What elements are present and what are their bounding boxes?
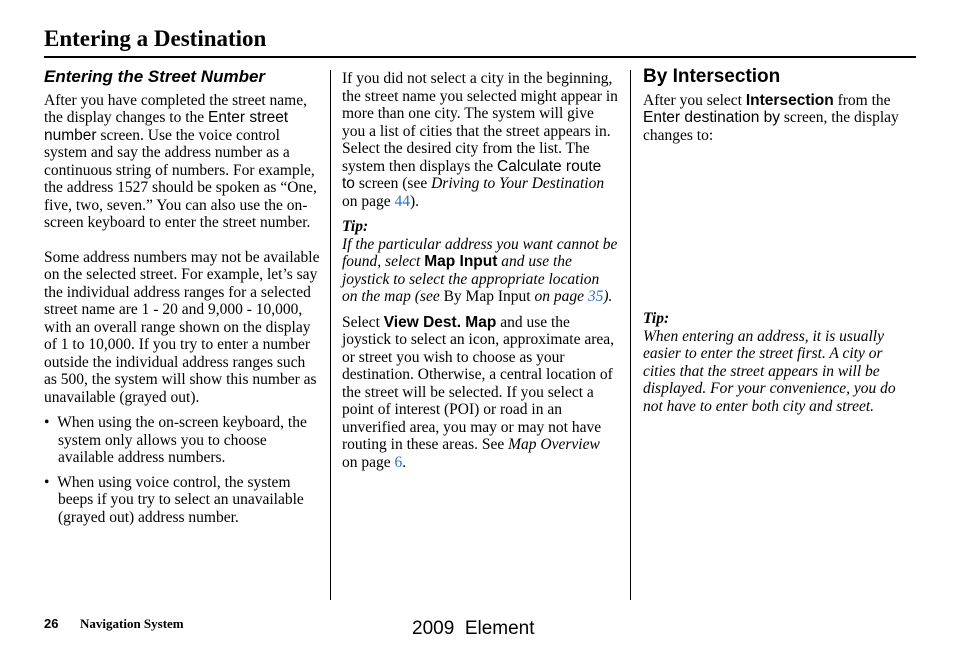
text: on page [342,192,395,210]
text: If the particular address you want cannot be found, select [342,235,618,270]
section-heading-street-number: Entering the Street Number [44,67,266,86]
title-rule [44,56,916,58]
column-middle [342,70,618,488]
tip-text: When entering an address, it is usually easier to enter the street first. A city or cities that the street appears in will be displayed. For your convenience, you do not have to enter both city and street. [643,327,896,415]
paragraph [44,92,320,232]
column-left [44,68,320,533]
page-link[interactable]: 44 [394,192,411,210]
text: screen, the display changes to: [643,109,899,144]
text: on page [342,453,395,471]
paragraph [342,70,618,210]
paragraph: Some address numbers may not be available on the selected street. For example, let’s say the individual address ranges for a selected street name are 1 - 20 and 9,000 - 10,000, with an overall range shown on the display of 1 to 10,000. If you try to enter a number outside the individual address ranges such as 500, the system will show this number as unavailable (grayed out). [44,248,320,406]
text: ). [410,192,420,210]
page-link[interactable]: 35 [587,288,604,305]
text: and use the joystick to select an icon, approximate area, or street you wish to choose as your destination. Otherwise, a central location of the street will be selected. If you select a point of interest (POI) or road in an unverified area, you may or may not have routing in these areas. See [342,313,615,453]
ui-term: Map Input [424,253,498,270]
paragraph [342,314,618,472]
page-title: Entering a Destination [44,26,267,51]
text: on page [530,288,588,305]
tip-label: Tip: [643,310,670,327]
paragraph [643,92,919,145]
column-divider [330,70,331,600]
text: screen. Use the voice control system and say the address number as a continuous string of numbers. For example, the address 1527 should be spoken as “One, five, two, seven.” You can also use the on-screen keyboard to enter the street number. [44,126,317,231]
ui-term: Calculate route to [342,157,602,192]
list-item: • When using voice control, the system beeps if you try to select an unavailable (grayed out) address number. [44,473,304,526]
watermark: 2009 Element [412,618,535,639]
text: . [402,453,407,471]
page-link[interactable]: 6 [394,453,403,471]
page-number: 26 [44,616,59,631]
footer-title: Navigation System [80,616,184,631]
column-right [643,68,919,432]
text: and use the joystick to select the appropriate location on the map (see [342,253,600,305]
column-divider [630,70,631,600]
text: Select [342,313,384,331]
cross-reference: Driving to Your Destination [431,175,605,192]
text: from the [833,91,891,109]
text: ). [603,288,613,305]
section-heading-intersection: By Intersection [643,66,781,87]
cross-reference: By Map Input [443,288,531,305]
tip-label: Tip: [342,218,369,235]
text: If you did not select a city in the beginning, the street name you selected might appear in more than one city. The system will give you a list of cities that the street appears in. Select the desired city from the list. The system then displays the [342,70,618,175]
text: screen (see [354,175,432,192]
tip-text [342,236,618,306]
image-placeholder [643,161,919,310]
cross-reference: Map Overview [508,436,600,453]
ui-term: Enter destination by [643,109,781,126]
list-item: • When using the on-screen keyboard, the system only allows you to choose available address numbers. [44,414,307,466]
ui-term: Enter street number [44,109,289,144]
ui-term: View Dest. Map [383,313,497,331]
ui-term: Intersection [745,91,834,109]
text: After you select [643,91,746,109]
text: After you have completed the street name, the display changes to the [44,91,307,126]
text: When using voice control, the system beeps if you try to select an unavailable (grayed out) address number. [57,473,304,526]
text: When using the on-screen keyboard, the system only allows you to choose available address numbers. [57,414,307,466]
